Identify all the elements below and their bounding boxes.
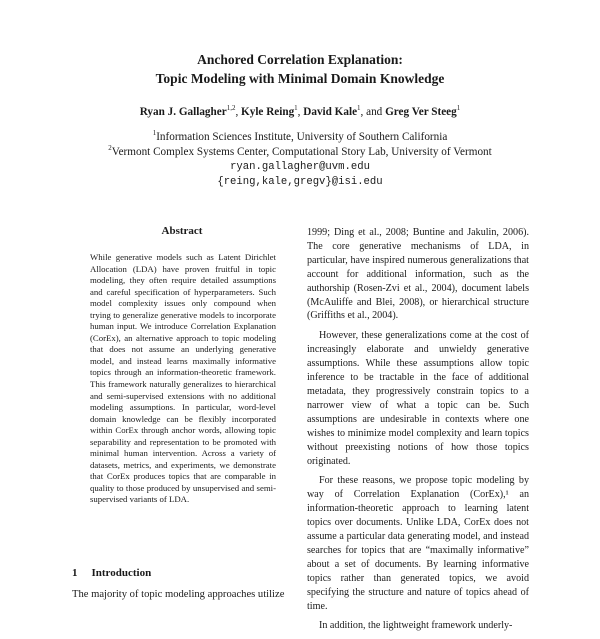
author-affiliation-mark: 1 [456,104,461,112]
affiliation-line [0,130,600,145]
paper-title-line-1: Anchored Correlation Explanation: [197,52,403,67]
affiliation-line [0,145,600,160]
affiliation-mark: 1 [152,129,157,137]
author-affiliation-mark: 1,2 [226,104,236,112]
right-column [307,226,529,639]
section-heading [72,567,151,579]
paper-title [0,50,600,88]
email-address: ryan.gallagher@uvm.edu [230,161,370,173]
author-and: and [366,106,383,118]
affiliation-mark: 2 [108,144,112,152]
section-title: Introduction [91,567,152,579]
author-separator: , [297,106,304,118]
affiliation-text: Vermont Complex Systems Center, Computational Story Lab, University of Vermont [111,146,492,158]
author-list [0,105,600,120]
section-number: 1 [72,567,78,579]
affiliations [0,130,600,190]
author-affiliation-mark: 1 [294,104,298,112]
body-paragraph: 1999; Ding et al., 2008; Buntine and Jakulin, 2006). The core generative mechanisms of LDA, in particular, have inspired numerous generalizations that account for additional information, such as the authorship (Rosen-Zvi et al., 2004), document labels (McAuliffe and Blei, 2008), or hierarchical structure (Griffiths et al., 2004). [307,227,529,322]
author-separator: , [235,106,242,118]
body-paragraph: However, these generalizations come at the cost of increasingly elaborate and unwieldy generative assumptions. While these assumptions allow topic inference to be tractable in the face of additional metadata, they progressively constrain topics to a narrower view of what a topic can be. Such assumptions are undesirable in contexts where one wishes to minimize model complexity and learn topics without preexisting notions of how those topics originated. [307,330,529,467]
paper-title-line-2: Topic Modeling with Minimal Domain Knowledge [155,71,445,86]
abstract-text: While generative models such as Latent Dirichlet Allocation (LDA) have proven fruitful in topic modeling, they often require detailed assumptions and careful specification of hyperparameters. Such model complexity issues only compound when trying to generalize generative models to incorporate human input. We introduce Correlation Explanation (CorEx), an alternative approach to topic modeling that does not assume an underlying generative model, and instead learns maximally informative topics through an information-theoretic framework. This framework naturally generalizes to hierarchical and semi-supervised extensions with no additional modeling assumptions. In particular, word-level domain knowledge can be flexibly incorporated within CorEx through anchor words, allowing topic separability and representation to be promoted with minimal human intervention. Across a variety of datasets, metrics, and experiments, we demonstrate that CorEx produces topics that are comparable in quality to those produced by unsupervised and semi-supervised variants of LDA. [90,252,276,505]
body-paragraph: In addition, the lightweight framework underly- [319,620,513,632]
body-paragraph: For these reasons, we propose topic modeling by way of Correlation Explanation (CorEx),¹ an information-theoretic approach to learning latent topics over documents. Unlike LDA, CorEx does not assume a particular data generating model, and instead searches for topics that are “maximally informative” about a set of documents. By learning informative topics rather than generated topics, we avoid specifying the structure and nature of topics ahead of time. [307,475,529,612]
author-name: David Kale [303,106,358,118]
author-name: Greg Ver Steeg [385,106,457,118]
abstract-heading: Abstract [161,225,203,237]
author-affiliation-mark: 1 [357,104,361,112]
email-address: {reing,kale,gregv}@isi.edu [217,176,383,188]
intro-first-line: The majority of topic modeling approaches utilize [72,589,285,600]
author-name: Ryan J. Gallagher [139,106,227,118]
affiliation-text: Information Sciences Institute, University of Southern California [156,131,448,143]
author-name: Kyle Reing [241,106,295,118]
author-separator: , [360,106,367,118]
